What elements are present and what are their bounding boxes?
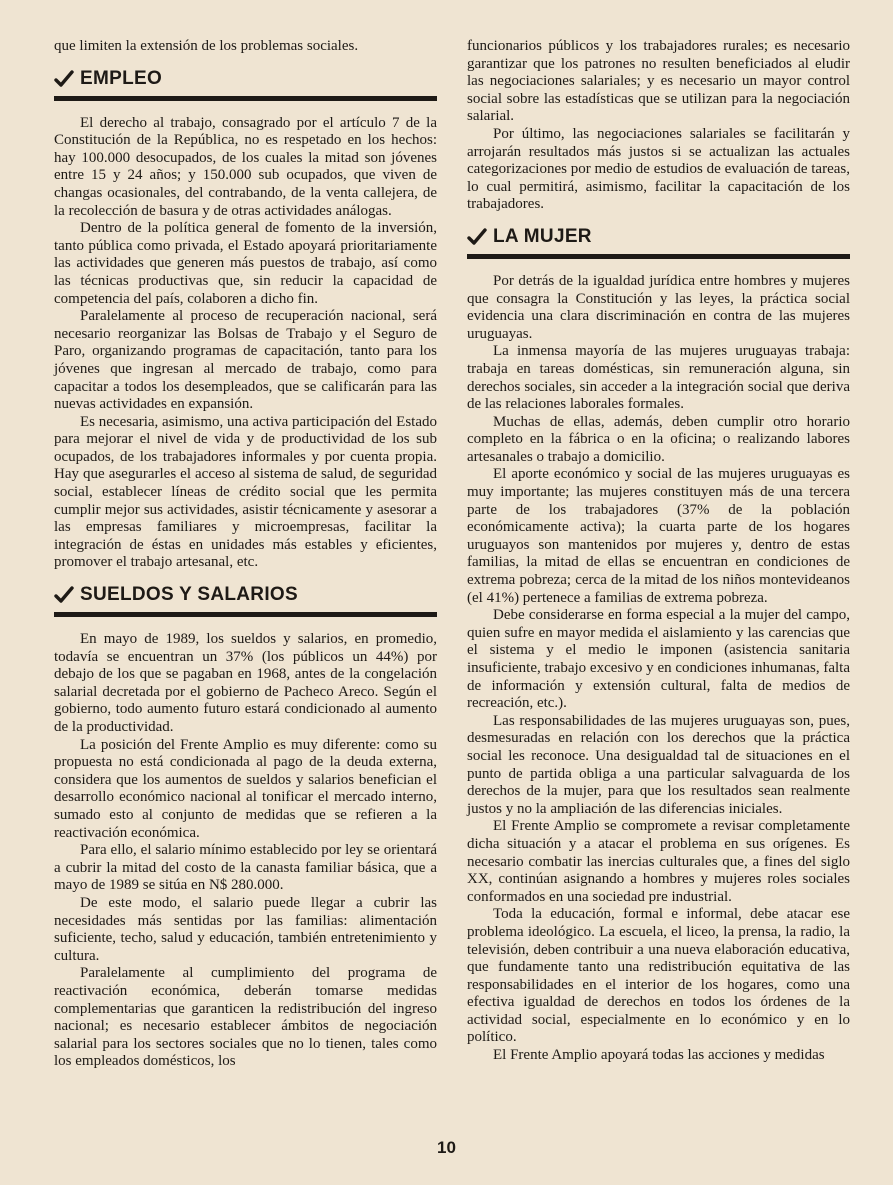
paragraph: La posición del Frente Amplio es muy diferente: como su propuesta no está condicionada al pago de la deuda externa, considera que los aumentos de sueldos y salarios benefician el desarrollo económico nacional al tonificar el mercado interno, sumado esto al conjunto de medidas que se refieren a la reactivación económica. — [54, 736, 437, 841]
paragraph: El derecho al trabajo, consagrado por el artículo 7 de la Constitución de la República, no es respetado en los hechos: hay 100.000 desocupados, de los cuales la mitad son jóvenes entre 15 y 24 años; y 150.000 sub ocupados, que viven de changas ocasionales, del contrabando, de la venta callejera, de la recolección de basura y de otras actividades análogas. — [54, 114, 437, 219]
paragraph: Por detrás de la igualdad jurídica entre hombres y mujeres que consagra la Constitución y las leyes, la práctica social evidencia una clara discriminación en contra de las mujeres uruguayas. — [467, 272, 850, 342]
paragraph: Toda la educación, formal e informal, debe atacar ese problema ideológico. La escuela, el liceo, la prensa, la radio, la televisión, deben contribuir a una nueva elaboración educativa, que fundamente tanto una redistribución equitativa de las responsabilidades en el interior de los hogares, como una efectiva igualdad de derechos en todos los órdenes de la actividad social, especialmente en lo económico y en lo político. — [467, 906, 850, 1046]
section-heading-empleo — [54, 68, 437, 101]
paragraph: Dentro de la política general de fomento de la inversión, tanto pública como privada, el Estado apoyará prioritariamente las actividades que generen más puestos de trabajo, así como las técnicas productivas que, sin reducir la capacidad de competencia del país, colaboren a dicho fin. — [54, 220, 437, 307]
section-heading-sueldos — [54, 584, 437, 617]
paragraph: Para ello, el salario mínimo establecido por ley se orientará a cubrir la mitad del costo de la canasta familiar básica, que a mayo de 1989 se sitúa en N$ 280.000. — [54, 842, 437, 894]
continuation-paragraph: funcionarios públicos y los trabajadores rurales; es necesario garantizar que los patrones no resulten beneficiados al eludir las negociaciones salariales; y es necesario un mayor control social sobre las estadísticas que se utilizan para la negociación salarial. — [467, 38, 850, 125]
section-title-empleo: EMPLEO — [80, 67, 163, 89]
paragraph: La inmensa mayoría de las mujeres uruguayas trabaja: trabaja en tareas domésticas, sin remuneración alguna, sin derechos sociales, sin acceder a la integración social que deriva de las relaciones laborales formales. — [467, 343, 850, 413]
check-icon — [54, 70, 74, 88]
paragraph: El Frente Amplio apoyará todas las acciones y medidas — [493, 1047, 825, 1064]
section-heading-mujer — [467, 226, 850, 259]
paragraph: El Frente Amplio se compromete a revisar completamente dicha situación y a atacar el problema en sus orígenes. Es necesario combatir las inercias culturales que, a fines del siglo XX, continúan asignando a hombres y mujeres roles sociales conformados en una sociedad pre industrial. — [467, 818, 850, 905]
intro-line: que limiten la extensión de los problemas sociales. — [54, 38, 359, 54]
paragraph: Muchas de ellas, además, deben cumplir otro horario completo en la fábrica o en la oficina; o realizando labores artesanales o trabajo a domicilio. — [467, 413, 850, 465]
paragraph: De este modo, el salario puede llegar a cubrir las necesidades más sentidas por las familias: alimentación suficiente, techo, salud y educación, también entretenimiento y cultura. — [54, 894, 437, 964]
right-column — [467, 38, 850, 1065]
page-number: 10 — [437, 1138, 456, 1157]
paragraph: Debe considerarse en forma especial a la mujer del campo, quien sufre en mayor medida el aislamiento y las carencias que el sistema y el medio le imponen (asistencia sanitaria insuficiente, trabajo excesivo y en condiciones inhumanas, falta de información y extensión cultural, falta de medios de recreación, etc.). — [467, 607, 850, 712]
check-icon — [54, 586, 74, 604]
section-title-sueldos: SUELDOS Y SALARIOS — [80, 584, 298, 606]
paragraph: El aporte económico y social de las mujeres uruguayas es muy importante; las mujeres constituyen más de una tercera parte de los trabajadores (37% de la población económicamente activa); la cuarta parte de los hogares uruguayos son mantenidos por mujeres y, dentro de estas familias, la mitad de ellas se encuentran en condiciones de extrema pobreza; cerca de la mitad de los niños montevideanos (el 41%) pertenece a familias de extrema pobreza. — [467, 466, 850, 606]
paragraph: Paralelamente al cumplimiento del programa de reactivación económica, deberán tomarse medidas complementarias que garanticen la redistribución del ingreso nacional; es necesario establecer ámbitos de negociación salarial para los sectores sociales que no lo tienen, tales como los empleados domésticos, los — [54, 965, 437, 1070]
paragraph: Las responsabilidades de las mujeres uruguayas son, pues, desmesuradas en relación con los derechos que la práctica social les reconoce. Una desigualdad tal de situaciones en el punto de partida obliga a una particular salvaguarda de los derechos de la mujer, para que los resultados sean realmente justos y no la ampliación de las diferencias iniciales. — [467, 712, 850, 817]
paragraph: Es necesaria, asimismo, una activa participación del Estado para mejorar el nivel de vida y de productividad de los sub ocupados, de los trabajadores informales y por cuenta propia. Hay que asegurarles el acceso al sistema de salud, de seguridad social, establecer líneas de crédito social que les permita cumplir mejor sus actividades, asistir técnicamente y asesorar a las empresas familiares y microempresas, facilitar la integración de éstas en unidades más estables y eficientes, promover el trabajo artesanal, etc. — [54, 413, 437, 571]
section-title-mujer: LA MUJER — [493, 225, 592, 247]
check-icon — [467, 228, 487, 246]
paragraph: Por último, las negociaciones salariales se facilitarán y arrojarán resultados más justos si se actualizan las actuales categorizaciones por medio de estudios de evaluación de tareas, lo cual permitirá, asimismo, facilitar la capacitación de los trabajadores. — [467, 125, 850, 213]
paragraph: Paralelamente al proceso de recuperación nacional, será necesario reorganizar las Bolsas de Trabajo y el Seguro de Paro, organizando programas de capacitación, tanto para los jóvenes que ingresan al mercado de trabajo, como para capacitar a todos los desempleados, que se calificarán para las nuevas actividades en expansión. — [54, 308, 437, 413]
left-column — [54, 38, 437, 1071]
paragraph: En mayo de 1989, los sueldos y salarios, en promedio, todavía se encuentran un 37% (los públicos un 44%) por debajo de los que se pagaban en 1968, antes de la congelación salarial decretada por el gobierno de Pacheco Areco. Según el gobierno, todo aumento futuro estará condicionado al aumento de la productividad. — [54, 631, 437, 735]
